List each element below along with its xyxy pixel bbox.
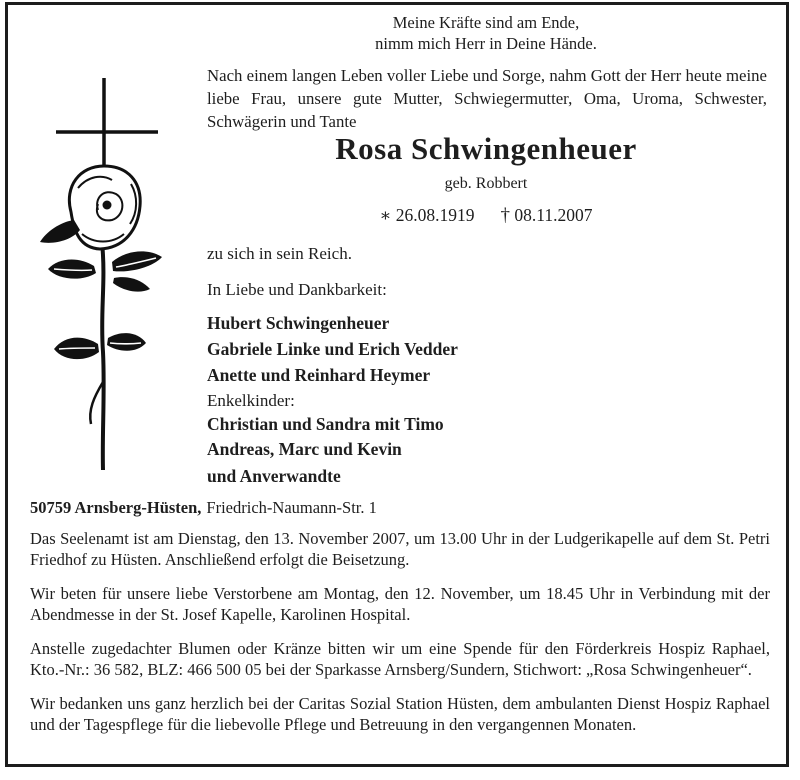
grandchildren-label: Enkelkinder: <box>207 391 295 410</box>
death-date: 08.11.2007 <box>514 205 593 225</box>
address-line <box>30 498 770 518</box>
maiden-name: geb. Robbert <box>444 175 528 192</box>
announcement-paragraphs <box>30 528 770 748</box>
family-column <box>207 244 767 489</box>
cross-icon <box>56 78 158 178</box>
birth-date: 26.08.1919 <box>395 205 475 225</box>
service-paragraph: Das Seelenamt ist am Dienstag, den 13. November 2007, um 13.00 Uhr in der Ludgerikapelle auf dem St. Petri Friedhof zu Hüsten. Anschließend erfolgt die Beisetzung. <box>30 529 770 569</box>
mourner-name: Anette und Reinhard Heymer <box>207 365 431 385</box>
born-star-symbol: ∗ <box>379 205 392 225</box>
grandchildren-list <box>207 412 767 462</box>
quote-line-2: nimm mich Herr in Deine Hände. <box>375 34 597 53</box>
closing-line: zu sich in sein Reich. <box>207 244 352 263</box>
thanks-paragraph: Wir bedanken uns ganz herzlich bei der Caritas Sozial Station Hüsten, dem ambulanten Dienst Hospiz Raphael und der Tagespflege für die liebevolle Pflege und Betreuung in den vergangennen Monaten. <box>30 694 770 734</box>
mourner-name: Hubert Schwingenheuer <box>207 313 390 333</box>
mourners-list <box>207 310 767 388</box>
grandchild-name: Andreas, Marc und Kevin <box>207 439 402 459</box>
grandchild-name: Christian und Sandra mit Timo <box>207 414 444 434</box>
death-date-group <box>501 205 593 225</box>
deceased-name: Rosa Schwingenheuer <box>335 131 637 166</box>
address-city: 50759 Arnsberg-Hüsten, <box>30 498 202 517</box>
birth-date-group <box>379 205 474 225</box>
life-dates <box>207 205 765 227</box>
donation-paragraph: Anstelle zugedachter Blumen oder Kränze bitten wir um eine Spende für den Förderkreis Hospiz Raphael, Kto.-Nr.: 36 582, BLZ: 466 500 05 bei der Sparkasse Arnsberg/Sundern, Stichwort: „Rosa Schwingenheuer“. <box>30 639 770 679</box>
relatives-line: und Anverwandte <box>207 466 341 486</box>
cross-and-rose-illustration <box>28 52 198 482</box>
mourning-intro: In Liebe und Dankbarkeit: <box>207 280 387 299</box>
mourner-name: Gabriele Linke und Erich Vedder <box>207 339 458 359</box>
died-cross-symbol: † <box>500 205 511 226</box>
deceased-name-block <box>207 130 765 227</box>
opening-quote <box>207 12 765 54</box>
address-street: Friedrich-Naumann-Str. 1 <box>206 498 377 517</box>
intro-paragraph: Nach einem langen Leben voller Liebe und Sorge, nahm Gott der Herr heute meine liebe Frau, unsere gute Mutter, Schwiegermutter, Oma, Uroma, Schwester, Schwägerin und Tante <box>207 66 767 131</box>
rose-icon <box>40 166 162 470</box>
quote-line-1: Meine Kräfte sind am Ende, <box>392 13 580 32</box>
prayer-paragraph: Wir beten für unsere liebe Verstorbene am Montag, den 12. November, um 18.45 Uhr in Verbindung mit der Abendmesse in der St. Josef Kapelle, Karolinen Hospital. <box>30 584 770 624</box>
